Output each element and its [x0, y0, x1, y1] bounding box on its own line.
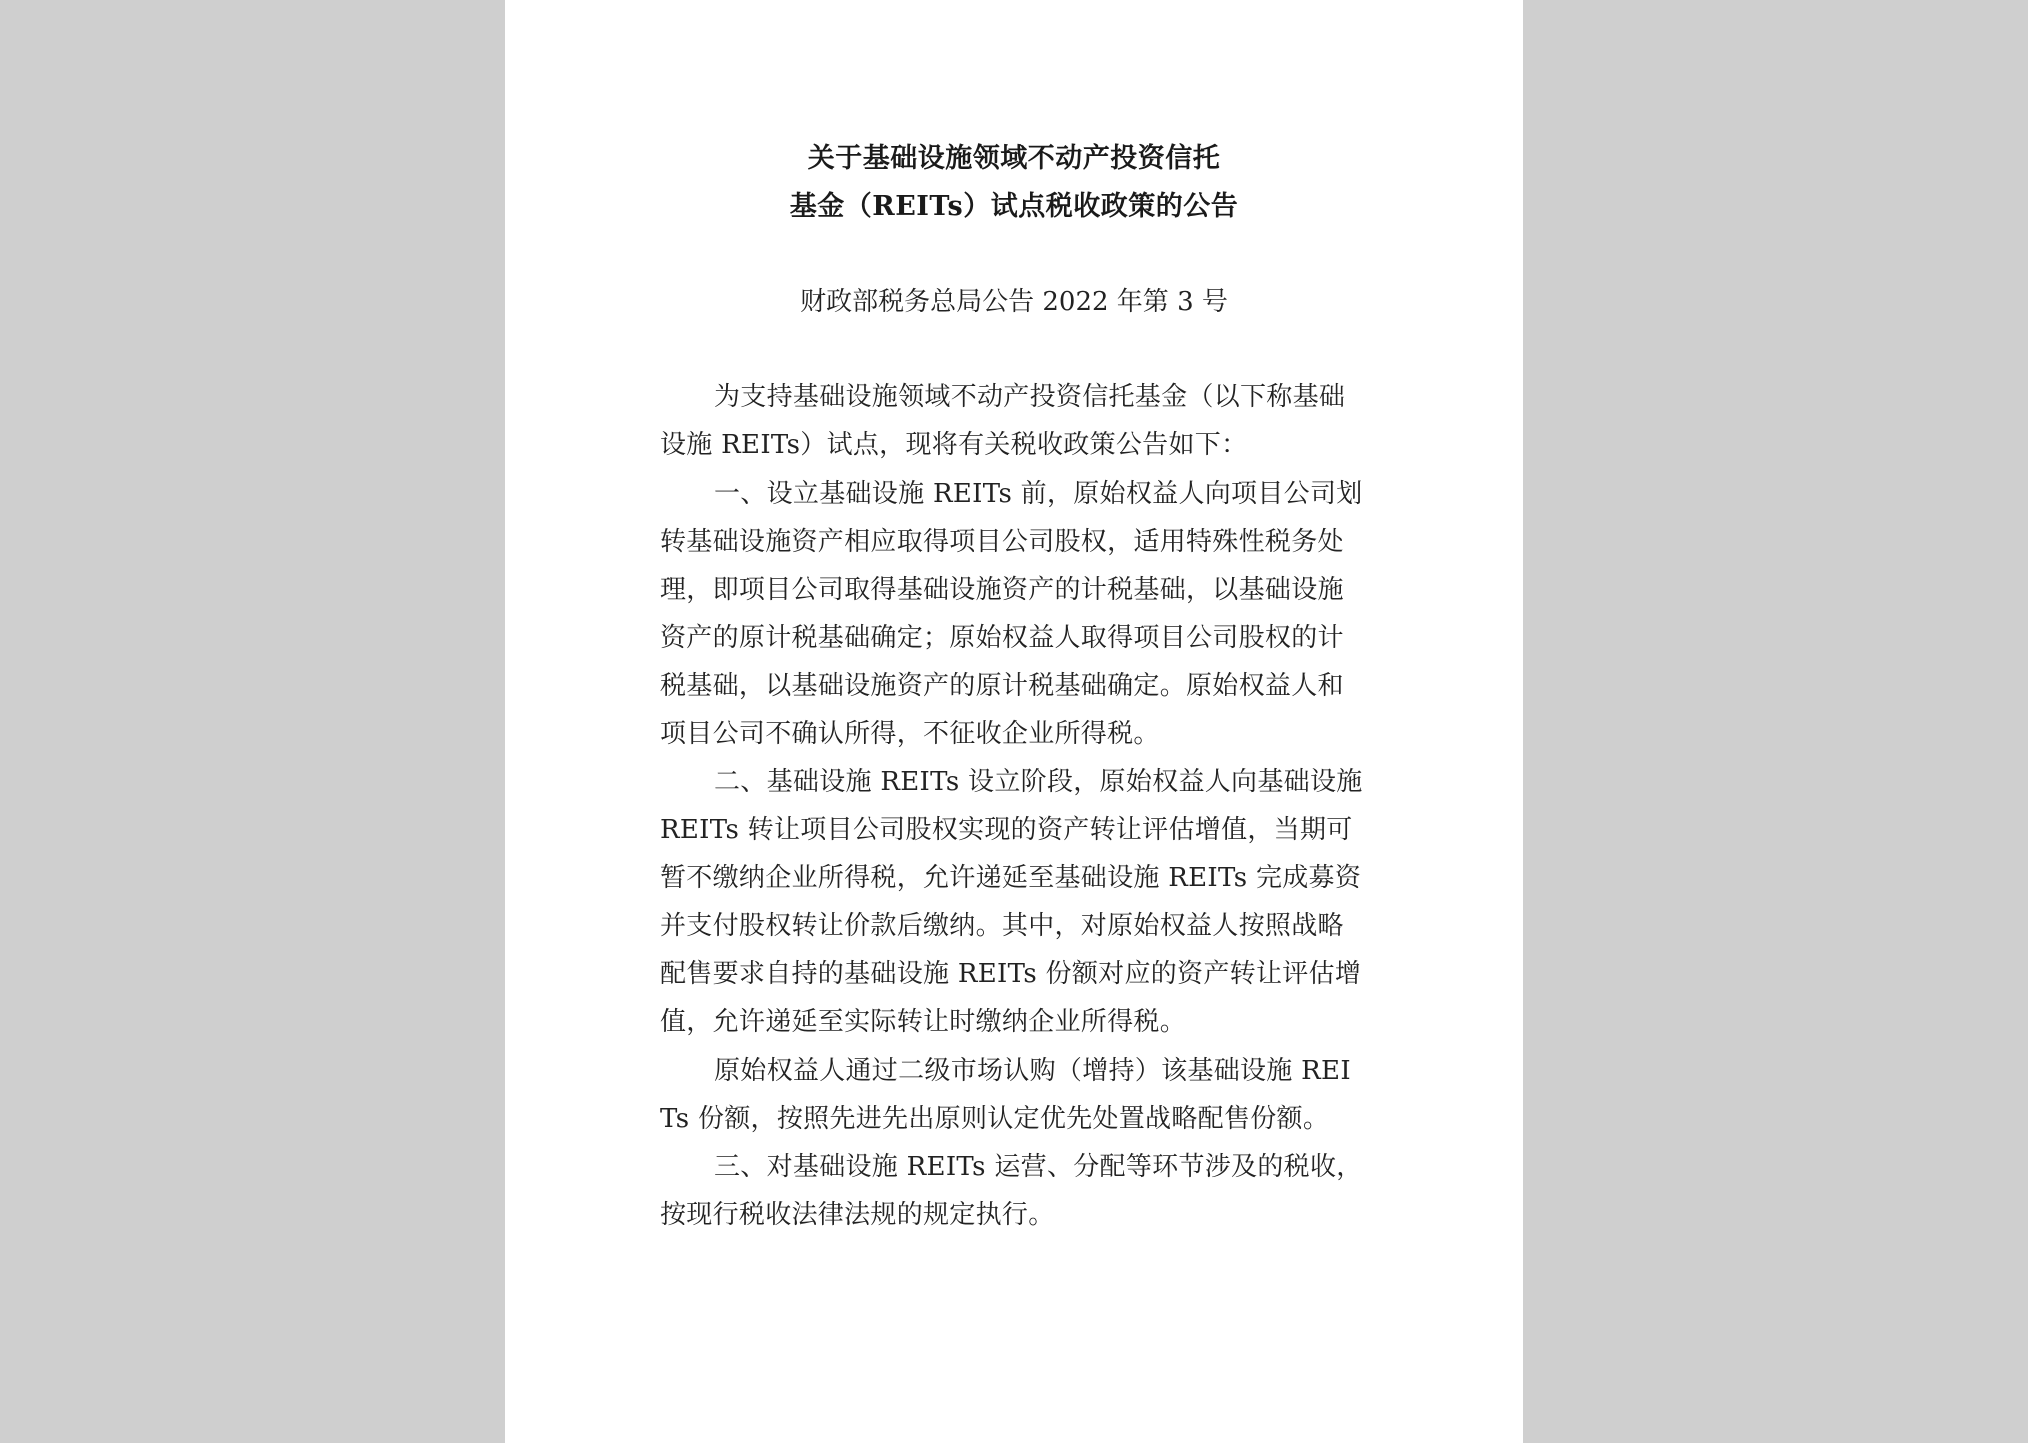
paragraph-1-line-6: 项目公司不确认所得，不征收企业所得税。 [660, 719, 1160, 749]
paragraph-2-line-4: 并支付股权转让价款后缴纳。其中，对原始权益人按照战略 [660, 911, 1344, 941]
paragraph-4-line-2: 按现行税收法律法规的规定执行。 [660, 1200, 1055, 1230]
paragraph-2-line-5: 配售要求自持的基础设施 REITs 份额对应的资产转让评估增 [660, 959, 1362, 989]
paragraph-1-line-3: 理，即项目公司取得基础设施资产的计税基础，以基础设施 [660, 575, 1344, 605]
paragraph-2-line-3: 暂不缴纳企业所得税，允许递延至基础设施 REITs 完成募资 [660, 863, 1362, 893]
paragraph-1-line-4: 资产的原计税基础确定；原始权益人取得项目公司股权的计 [660, 623, 1344, 653]
document-page [505, 0, 1523, 1443]
paragraph-1-line-1: 一、设立基础设施 REITs 前，原始权益人向项目公司划 [714, 479, 1363, 509]
paragraph-1-line-5: 税基础，以基础设施资产的原计税基础确定。原始权益人和 [660, 671, 1344, 701]
paragraph-3-line-2: Ts 份额，按照先进先出原则认定优先处置战略配售份额。 [660, 1104, 1330, 1134]
paragraph-2-line-1: 二、基础设施 REITs 设立阶段，原始权益人向基础设施 [714, 767, 1363, 797]
paragraph-2-line-2: REITs 转让项目公司股权实现的资产转让评估增值，当期可 [660, 815, 1353, 845]
paragraph-4-line-1: 三、对基础设施 REITs 运营、分配等环节涉及的税收， [714, 1152, 1363, 1182]
paragraph-intro-line-1: 为支持基础设施领域不动产投资信托基金（以下称基础 [714, 382, 1346, 412]
document-number: 财政部税务总局公告 2022 年第 3 号 [800, 287, 1228, 317]
paragraph-3-line-1: 原始权益人通过二级市场认购（增持）该基础设施 REI [714, 1056, 1351, 1086]
paragraph-1-line-2: 转基础设施资产相应取得项目公司股权，适用特殊性税务处 [660, 527, 1344, 557]
paragraph-intro-line-2: 设施 REITs）试点，现将有关税收政策公告如下： [660, 430, 1248, 460]
paragraph-2-line-6: 值，允许递延至实际转让时缴纳企业所得税。 [660, 1007, 1187, 1037]
document-title-line-2: 基金（REITs）试点税收政策的公告 [789, 191, 1239, 222]
document-title-line-1: 关于基础设施领域不动产投资信托 [807, 143, 1221, 174]
